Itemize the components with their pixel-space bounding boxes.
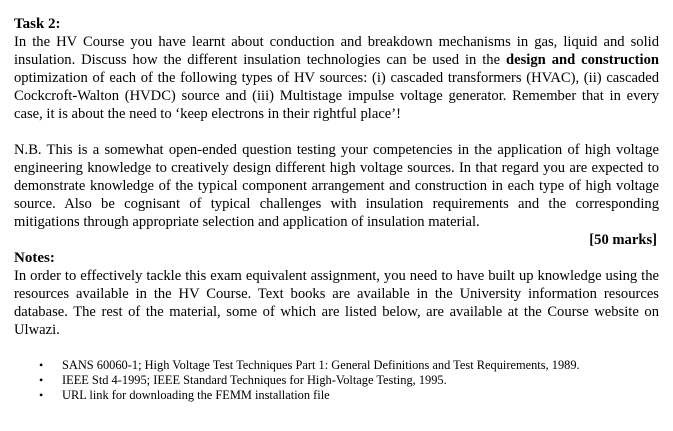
task-heading: Task 2: [14, 16, 61, 32]
reference-text: SANS 60060-1; High Voltage Test Techniques Part 1: General Definitions and Test Requirements, 1989. [62, 358, 580, 372]
reference-item [39, 358, 659, 373]
notes-heading: Notes: [14, 250, 55, 266]
task-description [14, 33, 659, 123]
reference-item [39, 373, 659, 388]
reference-item [39, 388, 659, 403]
bullet-icon: • [39, 358, 44, 372]
task-description-part-2: optimization of each of the following types of HV sources: (i) cascaded transformers (HVAC), (ii) cascaded Cockcroft-Walton (HVDC) source and (iii) Multistage impulse voltage generator. Remember that in every case, it is about the need to ‘keep electrons in their rightful place’! [14, 70, 659, 122]
paragraph-gap [14, 123, 659, 141]
bullet-icon: • [39, 388, 44, 402]
reference-text: URL link for downloading the FEMM installation file [62, 388, 330, 402]
reference-list [14, 358, 659, 403]
nb-paragraph: N.B. This is a somewhat open-ended question testing your competencies in the application of high voltage engineering knowledge to creatively design different high voltage sources. In that regard you are expected to demonstrate knowledge of the typical component arrangement and construction in each type of high voltage source. Also be cognisant of typical challenges with insulation requirements and the corresponding mitigations through appropriate selection and application of insulation material. [14, 142, 659, 230]
bullet-icon: • [39, 373, 44, 387]
task-description-bold: design and construction [506, 52, 659, 68]
task-description-part-1: In the HV Course you have learnt about conduction and breakdown mechanisms in gas, liquid and solid insulation. Discuss how the different insulation technologies can be used in the [14, 34, 659, 68]
reference-text: IEEE Std 4-1995; IEEE Standard Techniques for High-Voltage Testing, 1995. [62, 373, 447, 387]
notes-paragraph: In order to effectively tackle this exam equivalent assignment, you need to have built up knowledge using the resources available in the HV Course. Text books are available in the University information resources database. The rest of the material, some of which are listed below, are available at the Course website on Ulwazi. [14, 268, 659, 338]
marks-label: [50 marks] [589, 232, 657, 248]
